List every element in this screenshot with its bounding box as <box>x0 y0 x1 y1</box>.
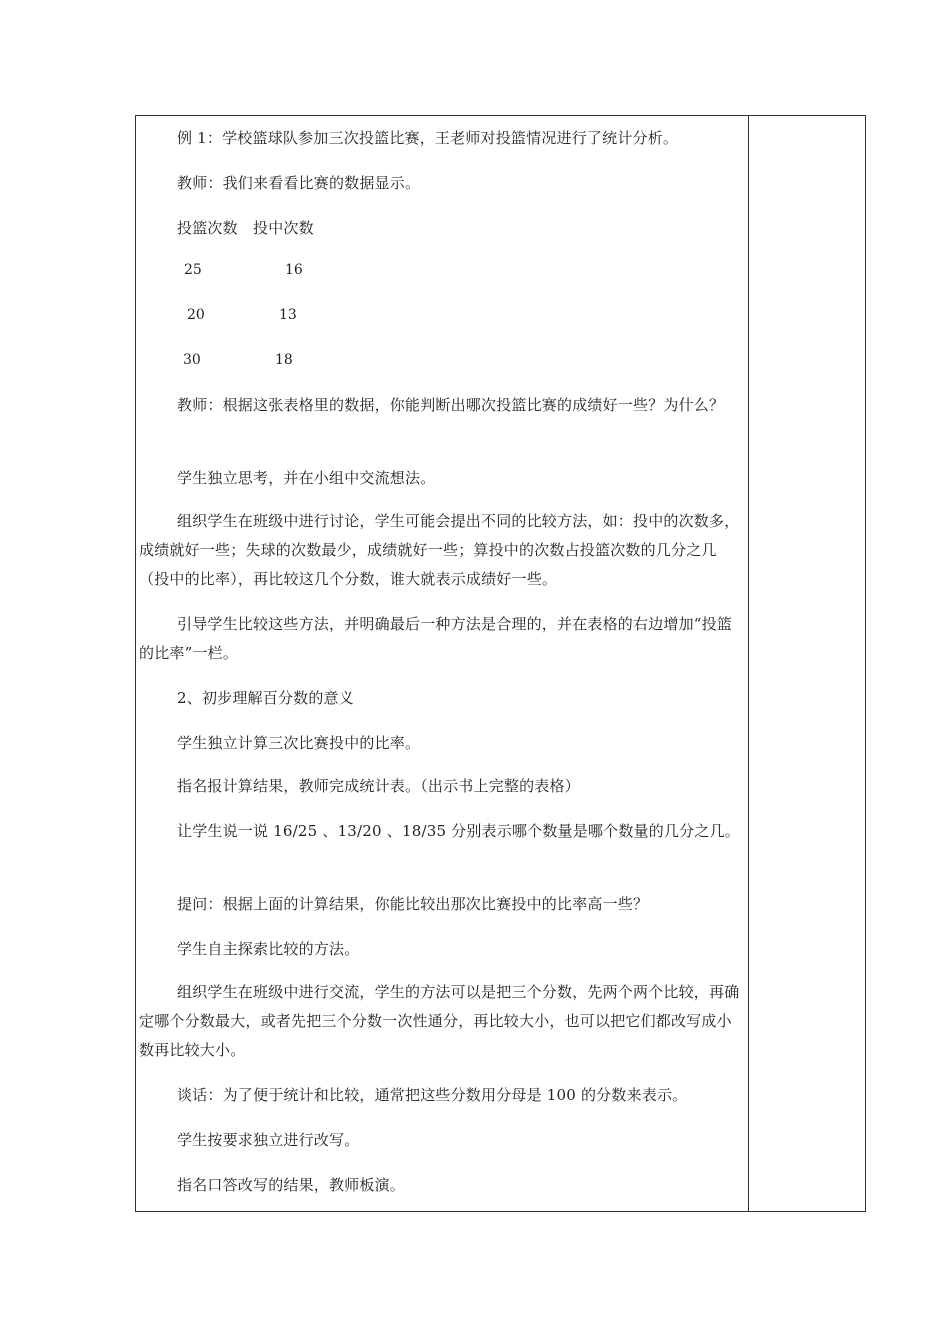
paragraph-think: 学生独立思考，并在小组中交流想法。 <box>177 469 436 487</box>
paragraph-answer: 指名口答改写的结果，教师板演。 <box>177 1176 406 1194</box>
row-1-shots: 25 <box>184 262 202 278</box>
paragraph-report: 指名报计算结果，教师完成统计表。（出示书上完整的表格） <box>177 777 580 795</box>
section-heading: 2、初步理解百分数的意义 <box>177 689 354 707</box>
paragraph-discussion: 组织学生在班级中进行讨论，学生可能会提出不同的比较方法，如：投中的次数多，成绩就好一些；失球的次数最少，成绩就好一些；算投中的次数占投篮次数的几分之几（投中的比率），再比较这几个分数，谁大就表示成绩好一些。 <box>139 512 740 588</box>
paragraph-calc: 学生独立计算三次比赛投中的比率。 <box>177 734 421 752</box>
row-3-shots: 30 <box>183 352 201 368</box>
paragraph-question: 教师：根据这张表格里的数据，你能判断出哪次投篮比赛的成绩好一些？为什么？ <box>177 396 725 414</box>
paragraph-explore: 学生自主探索比较的方法。 <box>177 940 360 958</box>
paragraph-teacher-intro: 教师：我们来看看比赛的数据显示。 <box>177 174 421 192</box>
lesson-table <box>135 115 866 1212</box>
paragraph-exchange: 组织学生在班级中进行交流，学生的方法可以是把三个分数，先两个两个比较，再确定哪个分数最大，或者先把三个分数一次性通分，再比较大小，也可以把它们都改写成小数再比较大小。 <box>139 983 740 1059</box>
table-header: 投篮次数 投中次数 <box>177 219 314 237</box>
notes-cell <box>749 116 865 1211</box>
row-2-shots: 20 <box>187 307 205 323</box>
paragraph-ask: 提问：根据上面的计算结果，你能比较出那次比赛投中的比率高一些？ <box>177 895 649 913</box>
paragraph-talk: 谈话：为了便于统计和比较，通常把这些分数用分母是 100 的分数来表示。 <box>177 1086 688 1104</box>
paragraph-fractions: 让学生说一说 16/25 、13/20 、18/35 分别表示哪个数量是哪个数量的几分之几。 <box>177 822 740 840</box>
paragraph-guide: 引导学生比较这些方法，并明确最后一种方法是合理的，并在表格的右边增加“投篮的比率”一栏。 <box>139 615 733 662</box>
row-2-hits: 13 <box>279 307 297 323</box>
paragraph-example-1: 例 1：学校篮球队参加三次投篮比赛，王老师对投篮情况进行了统计分析。 <box>177 129 679 147</box>
paragraph-rewrite: 学生按要求独立进行改写。 <box>177 1131 360 1149</box>
row-1-hits: 16 <box>285 262 303 278</box>
row-3-hits: 18 <box>275 352 293 368</box>
